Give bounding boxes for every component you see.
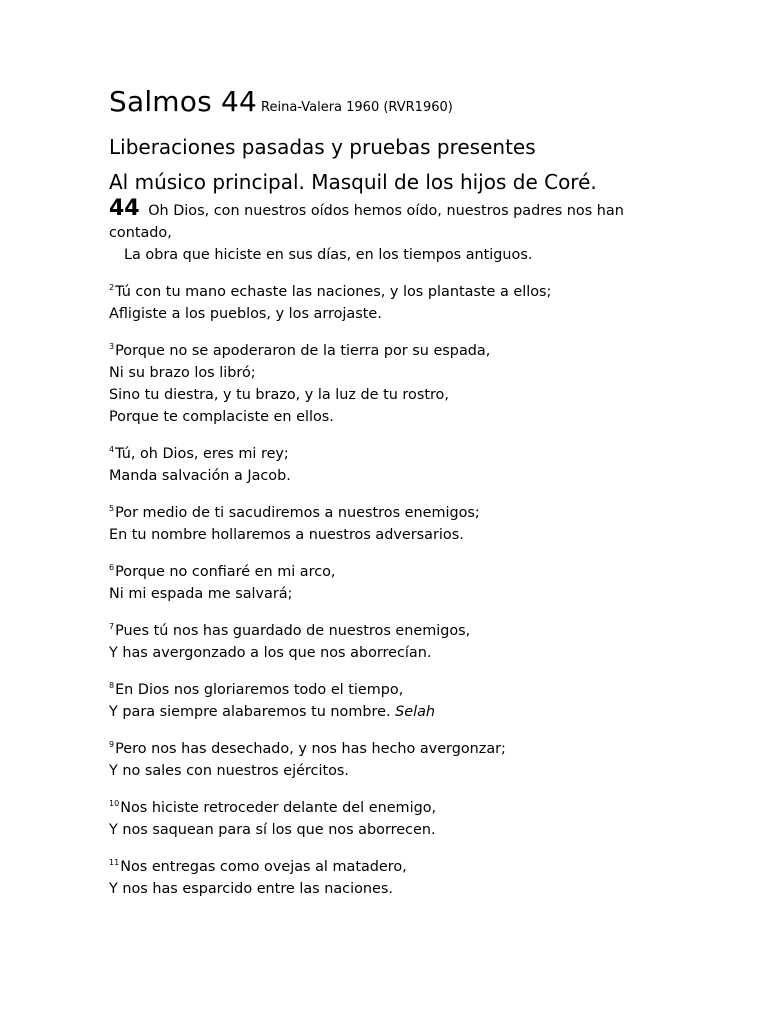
verse-text: En Dios nos gloriaremos todo el tiempo, <box>115 682 404 698</box>
verse-text: Nos hiciste retroceder delante del enemigo, <box>120 800 437 816</box>
verse-line <box>109 616 669 642</box>
verse-text: Tú con tu mano echaste las naciones, y los plantaste a ellos; <box>115 284 552 300</box>
book-title: Salmos 44 <box>109 85 258 118</box>
verse-text: Pues tú nos has guardado de nuestros enemigos, <box>115 623 471 639</box>
verse-9 <box>109 734 669 782</box>
verse-line: Y nos has esparcido entre las naciones. <box>109 881 393 897</box>
verse-line: Sino tu diestra, y tu brazo, y la luz de tu rostro, <box>109 387 449 403</box>
verse-line: Y has avergonzado a los que nos aborrecían. <box>109 645 432 661</box>
verse-line: Afligiste a los pueblos, y los arrojaste. <box>109 306 382 322</box>
verse-11 <box>109 852 669 900</box>
verse-number: 4 <box>109 445 115 454</box>
verse-text: Oh Dios, con nuestros oídos hemos oído, nuestros padres nos han contado, <box>109 203 624 241</box>
verse-text: Porque no confiaré en mi arco, <box>115 564 336 580</box>
verse-1 <box>109 198 669 266</box>
verse-line <box>109 675 669 701</box>
verse-number: 8 <box>109 681 115 690</box>
verse-6 <box>109 557 669 605</box>
section-heading: Liberaciones pasadas y pruebas presentes <box>109 135 536 159</box>
verse-line: Y no sales con nuestros ejércitos. <box>109 763 349 779</box>
page-title <box>109 84 669 116</box>
verse-number: 3 <box>109 342 115 351</box>
verse-number: 9 <box>109 740 115 749</box>
verse-text: Tú, oh Dios, eres mi rey; <box>115 446 289 462</box>
verse-10 <box>109 793 669 841</box>
verse-line <box>109 734 669 760</box>
verse-line <box>109 701 669 723</box>
selah-marker: Selah <box>395 704 436 720</box>
verse-line <box>109 439 669 465</box>
verse-line: Manda salvación a Jacob. <box>109 468 291 484</box>
verse-line <box>109 557 669 583</box>
verse-line: En tu nombre hollaremos a nuestros adversarios. <box>109 527 464 543</box>
verse-5 <box>109 498 669 546</box>
verse-2 <box>109 277 669 325</box>
verse-text: Pero nos has desechado, y nos has hecho avergonzar; <box>115 741 506 757</box>
scripture-page <box>109 84 669 911</box>
verse-line: Y nos saquean para sí los que nos aborrecen. <box>109 822 436 838</box>
verse-line <box>109 336 669 362</box>
verse-line <box>109 198 669 244</box>
verse-8 <box>109 675 669 723</box>
verse-number: 6 <box>109 563 115 572</box>
superscription: Al músico principal. Masquil de los hijos de Coré. <box>109 170 597 194</box>
verse-line: Ni mi espada me salvará; <box>109 586 293 602</box>
verse-line <box>109 793 669 819</box>
verse-line <box>109 852 669 878</box>
chapter-number: 44 <box>109 196 140 221</box>
verse-text: Y para siempre alabaremos tu nombre. <box>109 704 391 720</box>
verse-line: Porque te complaciste en ellos. <box>109 409 334 425</box>
verse-line: La obra que hiciste en sus días, en los tiempos antiguos. <box>124 247 533 263</box>
verse-number: 10 <box>109 799 120 808</box>
version-label: Reina-Valera 1960 (RVR1960) <box>261 100 453 115</box>
verse-text: Porque no se apoderaron de la tierra por su espada, <box>115 343 491 359</box>
verse-number: 2 <box>109 283 115 292</box>
verse-line: Ni su brazo los libró; <box>109 365 256 381</box>
verse-number: 5 <box>109 504 115 513</box>
verse-number: 11 <box>109 858 120 867</box>
verse-number: 7 <box>109 622 115 631</box>
verse-line <box>109 277 669 303</box>
verse-text: Nos entregas como ovejas al matadero, <box>120 859 407 875</box>
verse-line <box>109 498 669 524</box>
verse-4 <box>109 439 669 487</box>
verse-3 <box>109 336 669 428</box>
verse-7 <box>109 616 669 664</box>
verse-text: Por medio de ti sacudiremos a nuestros enemigos; <box>115 505 480 521</box>
